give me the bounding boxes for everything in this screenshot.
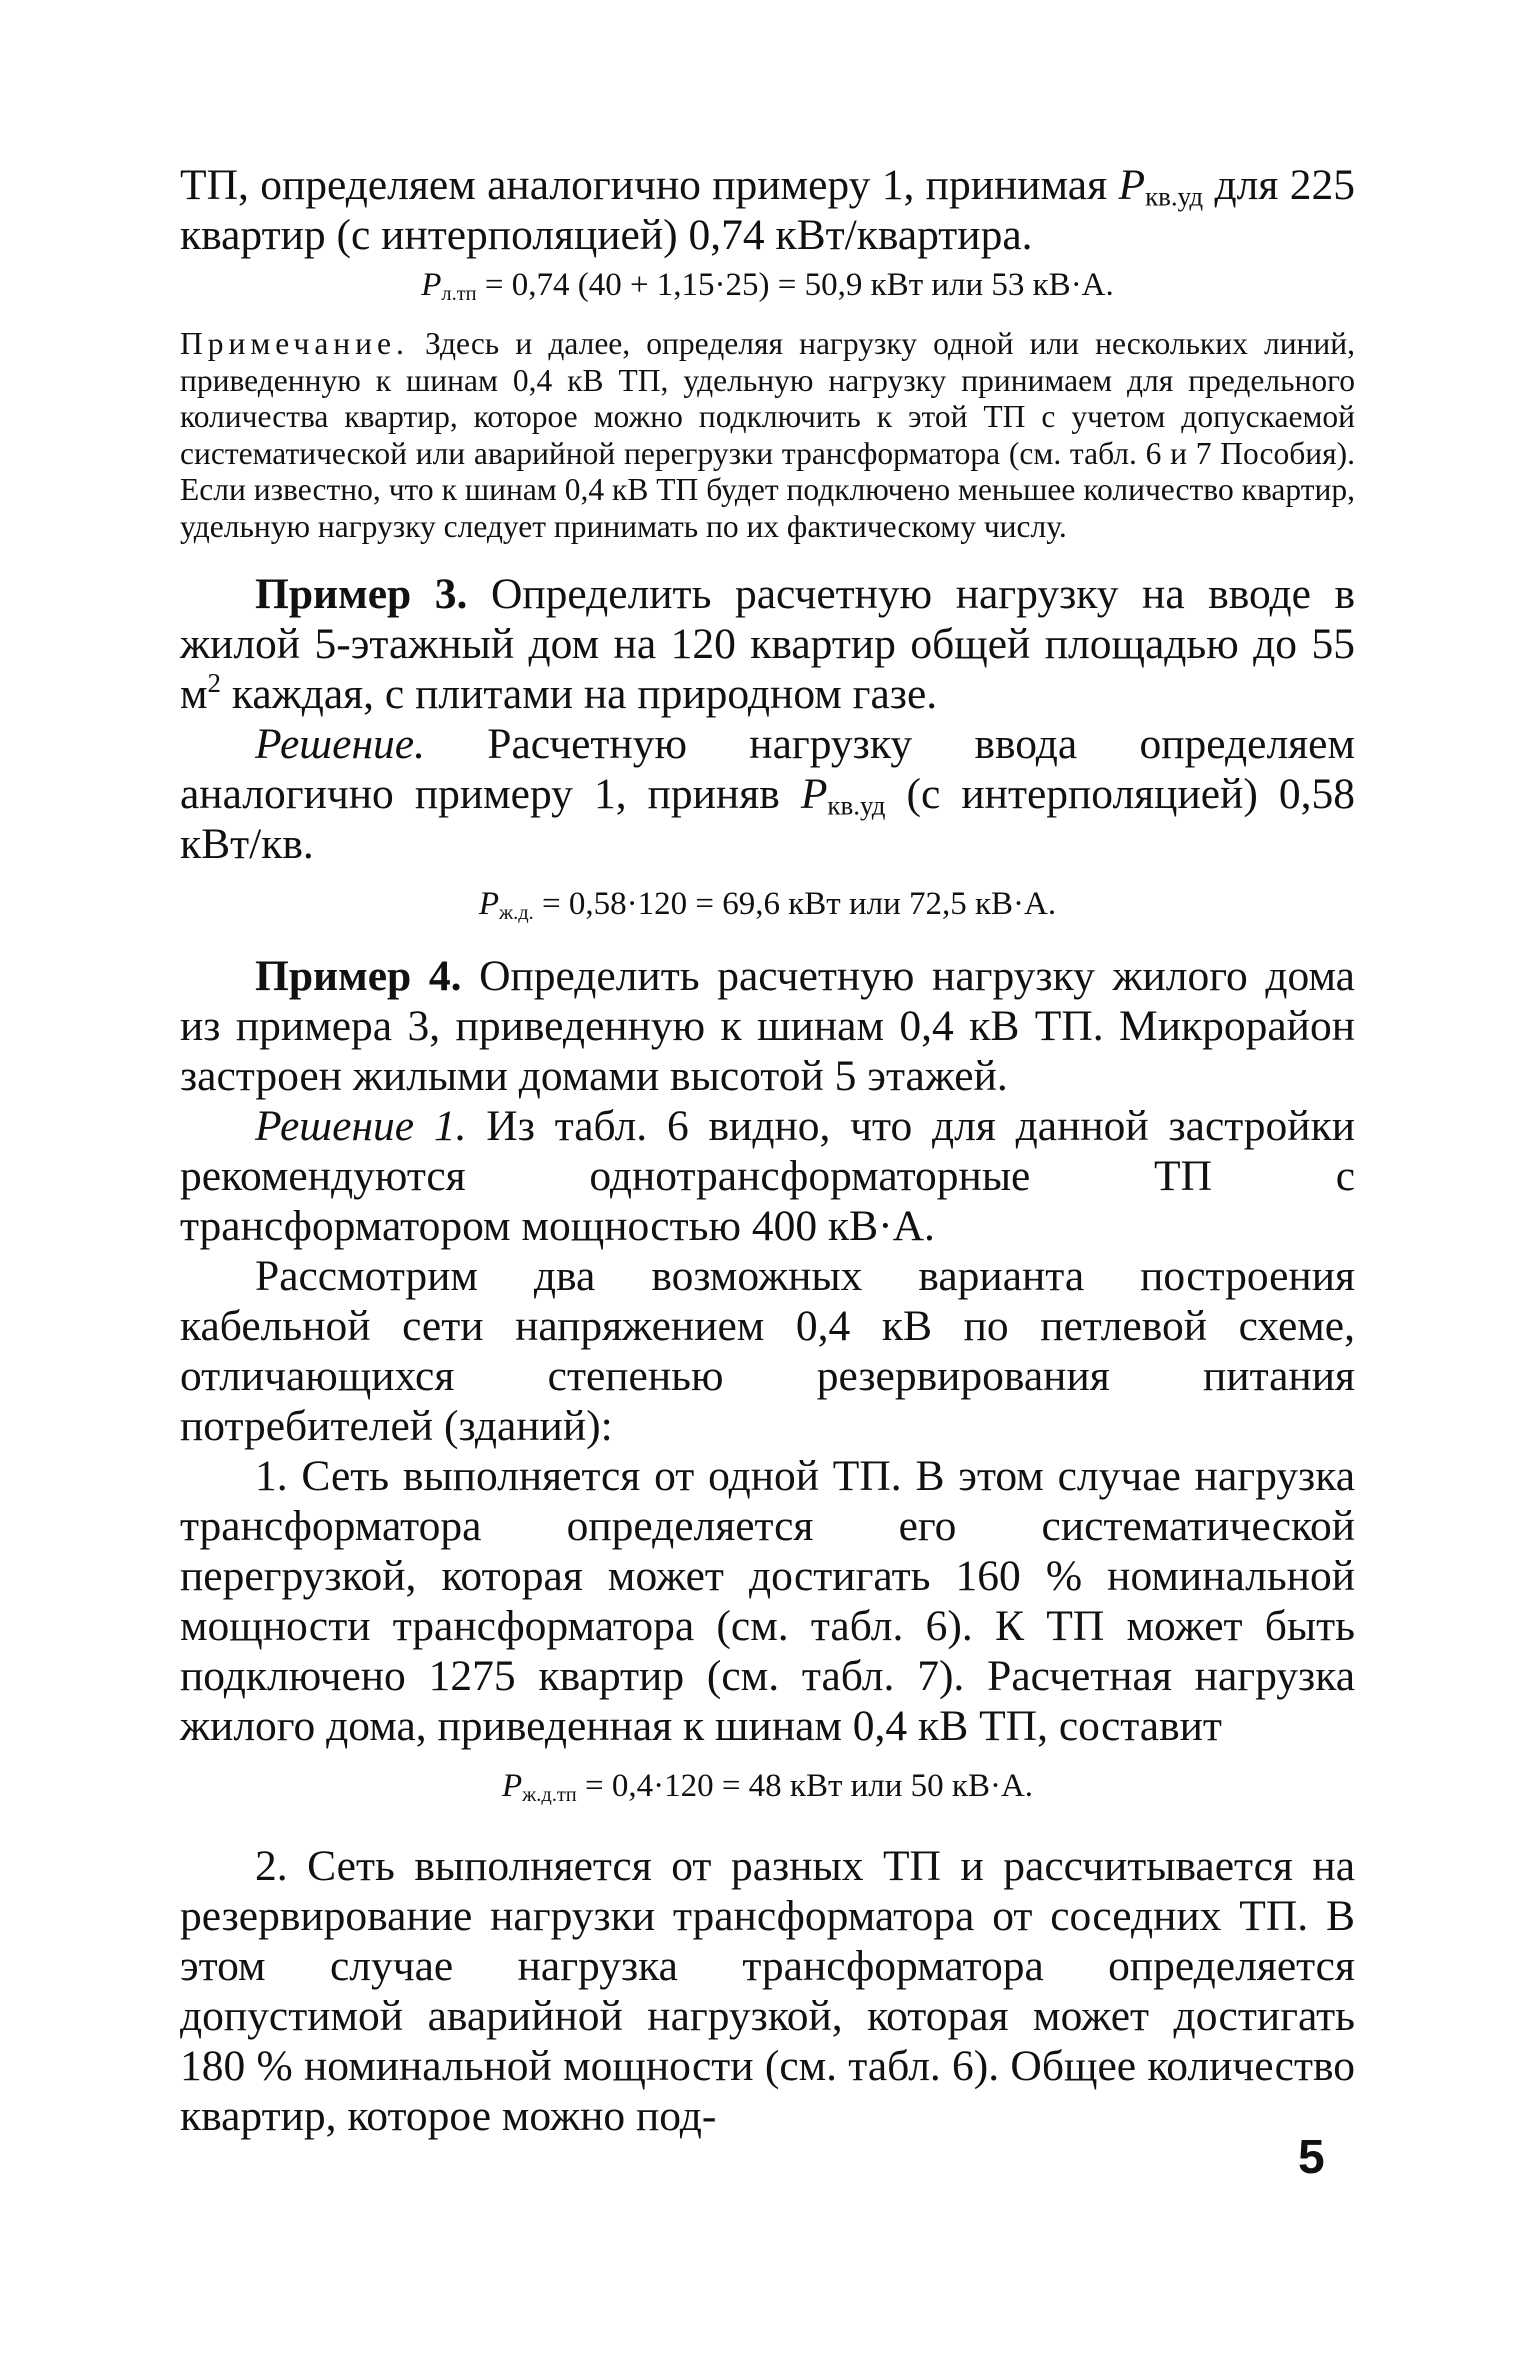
formula-expr: = 0,58·120 = 69,6 кВт или 72,5 кВ·А. [533,886,1057,922]
page-number: 5 [1298,2131,1325,2184]
paragraph-intro [180,160,1355,260]
page-body [180,160,1355,2141]
formula-line-load [180,262,1355,308]
subscript: кв.уд [827,790,886,821]
text: Определить расчетную нагрузку жилого дома из примера 3, приведенную к шинам 0,4 кВ ТП. Микрорайон застроен жилыми домами высотой 5 этажей. [180,952,1355,1100]
formula-expr: = 0,74 (40 + 1,15·25) = 50,9 кВт или 53 кВ·А. [476,267,1114,303]
solution-4 [180,1101,1355,1251]
example-3 [180,569,1355,719]
text: для 225 квартир (с интерполяцией) 0,74 кВт/квартира. [180,161,1356,259]
list-item-1: 1. Сеть выполняется от одной ТП. В этом случае нагрузка трансформатора определяется его систематической перегрузкой, которая может достигать 160 % номинальной мощности трансформатора (см. табл. 6). К ТП может быть подключено 1275 квартир (см. табл. 7). Расчетная нагрузка жилого дома, приведенная к шинам 0,4 кВ ТП, составит [180,1452,1355,1750]
example-label: Пример 3. [255,570,468,618]
subscript: кв.уд [1145,181,1204,212]
text: каждая, с плитами на природном газе. [221,670,938,718]
subscript: ж.д.тп [522,1784,577,1807]
solution-label: Решение. [255,720,425,768]
formula-expr: = 0,4·120 = 48 кВт или 50 кВ·А. [576,1768,1034,1804]
note-label: Примечание. [180,326,409,361]
text: Определить расчетную нагрузку на вводе в жилой 5-этажный дом на 120 квартир общей площадью до 55 м [180,570,1355,718]
superscript: 2 [207,667,222,698]
text: Расчетную нагрузку ввода определяем аналогично примеру 1, приняв [180,720,1355,818]
note-paragraph [180,326,1355,545]
example-4 [180,951,1355,1101]
var-p: P [1118,161,1146,209]
var-p: P [478,886,500,922]
var-p: P [800,770,828,818]
text: Из табл. 6 видно, что для данной застройки рекомендуются однотрансформаторные ТП с трансформатором мощностью 400 кВ·А. [180,1102,1356,1250]
formula-house-tp-load [180,1763,1355,1809]
note-text: Здесь и далее, определяя нагрузку одной или нескольких линий, приведенную к шинам 0,4 кВ ТП, удельную нагрузку принимаем для предельного количества квартир, которое можно подключить к этой ТП с учетом допускаемой систематической или аварийной перегрузки трансформатора (см. табл. 6 и 7 Пособия). Если известно, что к шинам 0,4 кВ ТП будет подключено меньшее количество квартир, удельную нагрузку следует принимать по их фактическому числу. [180,326,1355,544]
var-p: P [501,1768,523,1804]
formula-house-load [180,881,1355,927]
solution-label: Решение 1. [255,1102,467,1150]
subscript: ж.д. [499,902,534,925]
var-p: P [421,267,442,303]
text: (с интерполяцией) 0,58 кВт/кв. [180,770,1355,868]
text: ТП, определяем аналогично примеру 1, принимая [180,161,1119,209]
paragraph-variants: Рассмотрим два возможных варианта построения кабельной сети напряжением 0,4 кВ по петлевой схеме, отличающихся степенью резервирования питания потребителей (зданий): [180,1252,1355,1450]
subscript: л.тп [441,283,477,306]
solution-3 [180,719,1355,869]
list-item-2: 2. Сеть выполняется от разных ТП и рассчитывается на резервирование нагрузки трансформатора от соседних ТП. В этом случае нагрузка трансформатора определяется допустимой аварийной нагрузкой, которая может достигать 180 % номинальной мощности (см. табл. 6). Общее количество квартир, которое можно под- [180,1842,1355,2140]
example-label: Пример 4. [255,952,462,1000]
